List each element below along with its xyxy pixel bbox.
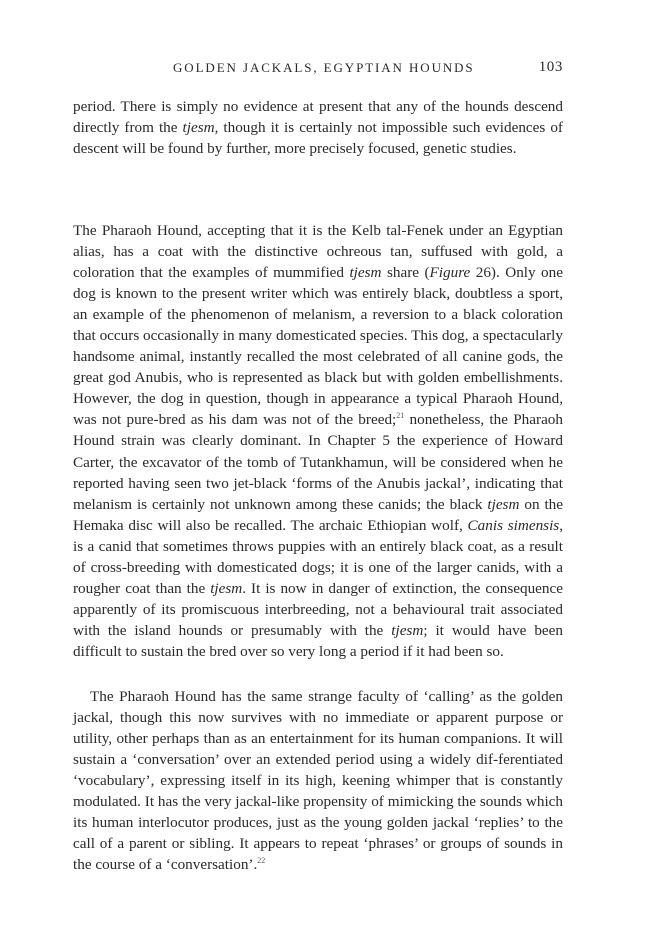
running-title: GOLDEN JACKALS, EGYPTIAN HOUNDS [173,60,475,75]
italic-term: tjesm [487,495,520,513]
footnote-marker[interactable]: 21 [396,411,405,421]
italic-term: tjesm [182,119,215,137]
page-number: 103 [538,59,563,75]
text-run: 26). Only one dog is known to the present writer which was entirely black, doubtless a sport, an example of the phenomenon of melanism, a reversion to a black coloration that occurs occasionally in many domesticated species. This dog, a spectacularly handsome animal, instantly recalled the most celebrated of all canine gods, the great god Anubis, who is represented as black but with golden embellishments. However, the dog in question, though in appearance a typical Pharaoh Hound, was not pure-bred as his dam was not of the breed; [73,264,563,429]
paragraph-1 [73,96,563,159]
paragraph-3 [73,686,563,875]
running-head [73,60,563,80]
text-run: nonetheless, the Pharaoh Hound strain was clearly dominant. In Chapter 5 the experience of Howard Carter, the excavator of the tomb of Tutankhamun, will be considered when he reported having seen two jet-black ‘forms of the Anubis jackal’, indicating that melanism is certainly not unknown among these canids; the black [73,411,563,513]
footnote-marker[interactable]: 22 [257,856,266,866]
species-name: Canis simensis [467,516,560,534]
text-run: on the Hemaka disc will also be recalled. The archaic Ethiopian wolf, [73,495,564,534]
italic-term: tjesm [391,621,424,639]
text-run: . It is now in danger of extinction, the consequence apparently of its promiscuous interbreeding, not a behavioural trait associated with the island hounds or presumably with the [73,579,563,639]
text-run: , though it is certainly not impossible such evidences of descent will be found by further, more precisely focused, genetic studies. [73,119,563,158]
text-run: , is a canid that sometimes throws puppies with an entirely black coat, as a result of cross-breeding with domesticated dogs; it is one of the larger canids, with a rougher coat than the [73,516,563,597]
italic-term: tjesm [349,264,382,282]
text-run: period. There is simply no evidence at present that any of the hounds descend directly from the [73,98,563,137]
text-run: ; it would have been difficult to sustain the bred over so very long a period if it had been so. [73,621,564,660]
text-run: The Pharaoh Hound, accepting that it is the Kelb tal-Fenek under an Egyptian alias, has a coat with the distinctive ochreous tan, suffused with gold, a coloration that the examples of mummified [73,222,563,282]
italic-term: tjesm [210,579,243,597]
text-run: share ( [381,264,430,282]
paragraph-2 [73,220,563,662]
figure-reference: Figure [429,264,471,282]
text-run: The Pharaoh Hound has the same strange faculty of ‘calling’ as the golden jackal, though this now survives with no immediate or apparent purpose or utility, other perhaps than as an entertainment for its human companions. It will sustain a ‘conversation’ over an extended period using a widely dif-ferentiated ‘vocabulary’, expressing itself in its high, keening whimper that is constantly modulated. It has the very jackal-like propensity of mimicking the sounds which its human interlocutor produces, just as the young golden jackal ‘replies’ to the call of a parent or sibling. It appears to repeat ‘phrases’ or groups of sounds in the course of a ‘conversation’. [73,688,563,874]
